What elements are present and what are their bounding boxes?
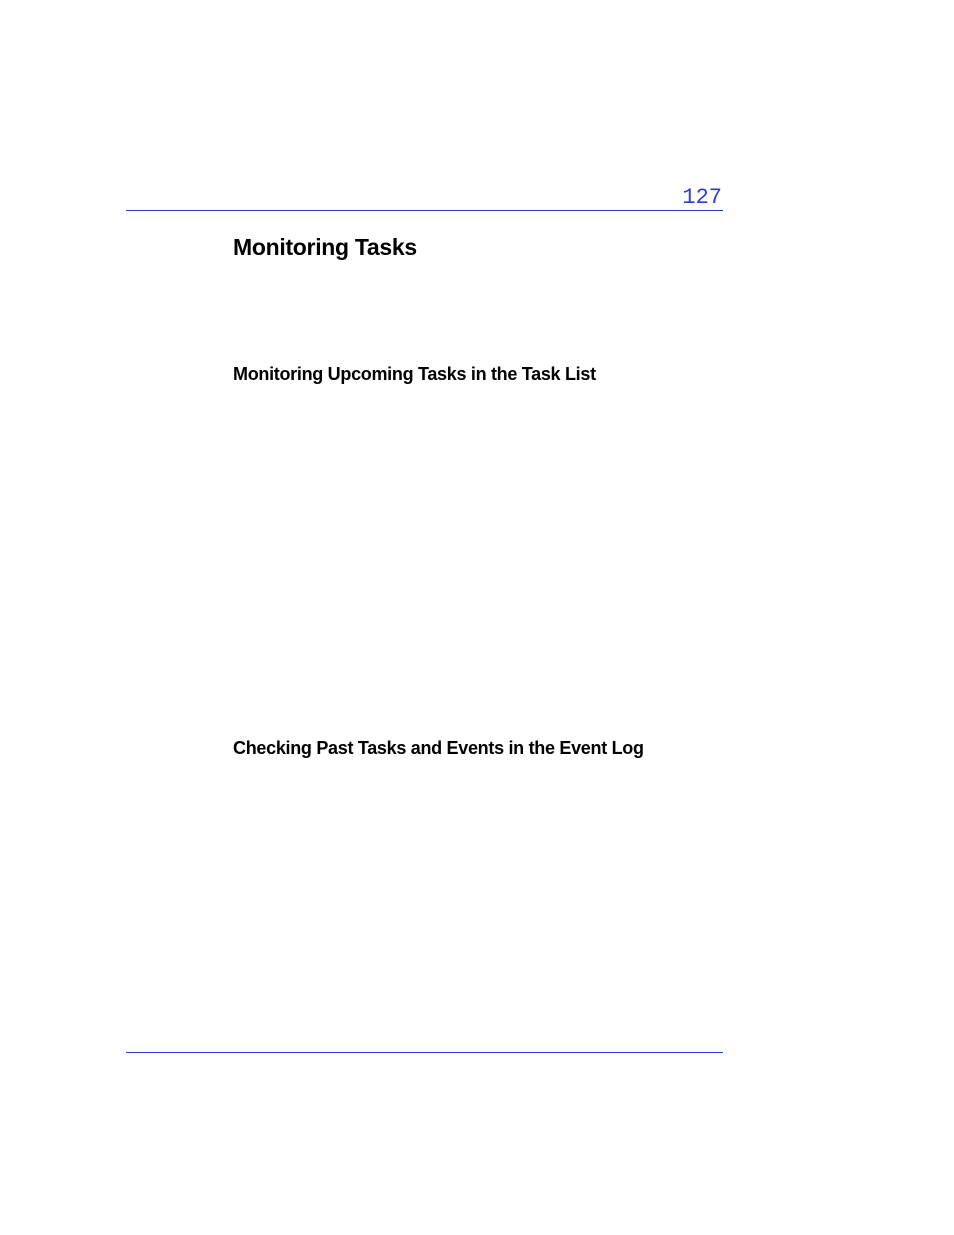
- page-title: Monitoring Tasks: [233, 234, 417, 260]
- footer-rule: [126, 1052, 723, 1053]
- section-heading-task-list: Monitoring Upcoming Tasks in the Task List: [233, 364, 596, 384]
- header-rule: [126, 210, 723, 211]
- section-heading-event-log: Checking Past Tasks and Events in the Event Log: [233, 738, 644, 758]
- page-number: 127: [682, 185, 722, 210]
